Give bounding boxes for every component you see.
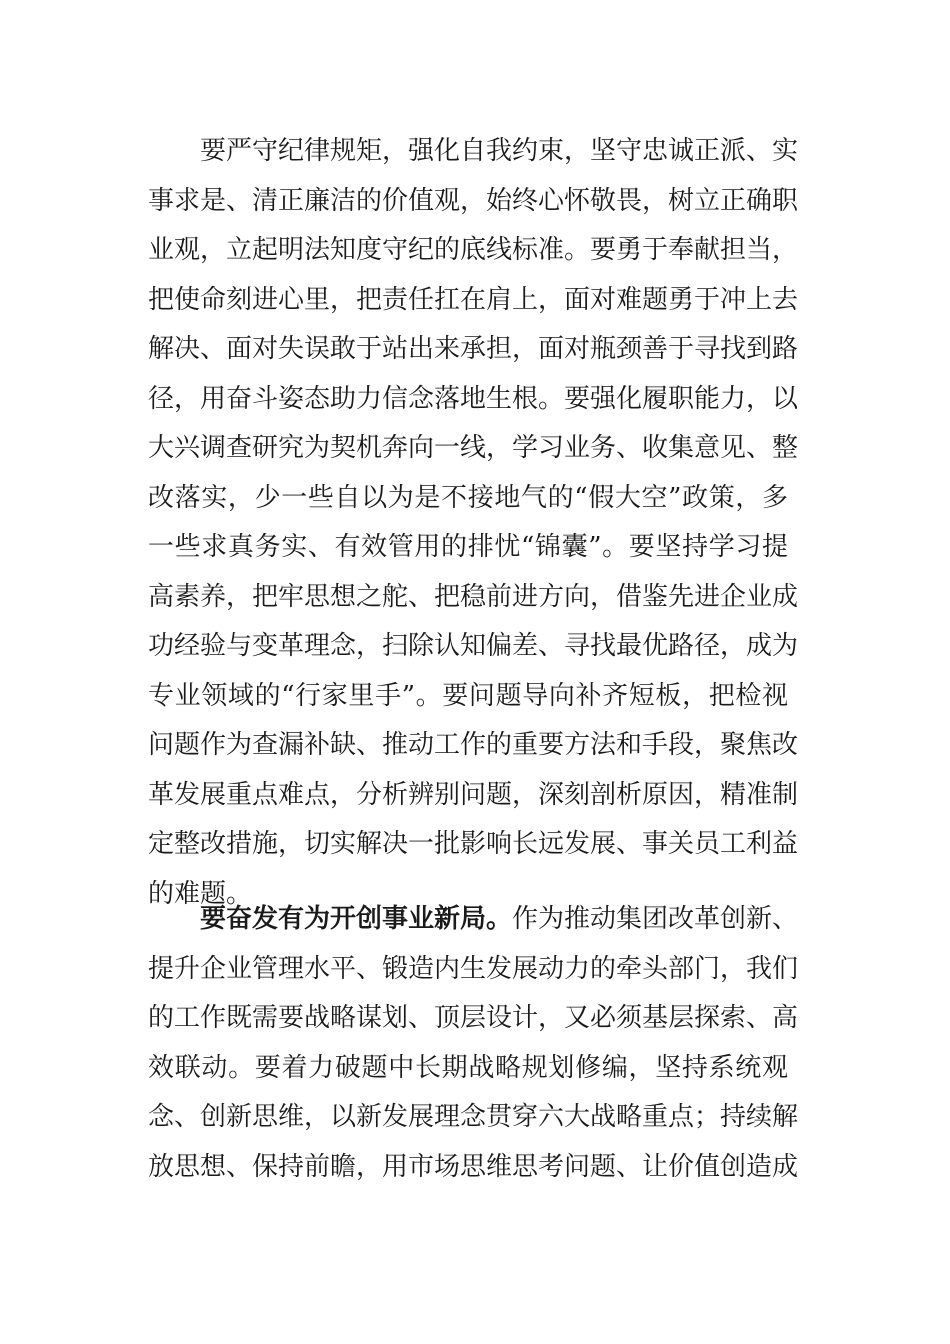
text-line: 功经验与变革理念，扫除认知偏差、寻找最优路径，成为	[148, 631, 799, 661]
text-line: 事求是、清正廉洁的价值观，始终心怀敬畏，树立正确职	[148, 185, 799, 216]
text-line-rest: 作为推动集团改革创新、	[512, 904, 799, 934]
text-line: 的难题。	[148, 878, 253, 909]
text-line	[148, 895, 799, 945]
text-line: 解决、面对失误敢于站出来承担，面对瓶颈善于寻找到路	[148, 334, 799, 364]
text-line: 念、创新思维，以新发展理念贯穿六大战略重点；持续解	[148, 1102, 799, 1132]
text-line: 要严守纪律规矩，强化自我约束，坚守忠诚正派、实	[200, 136, 799, 166]
text-line: 改落实，少一些自以为是不接地气的“假大空”政策，多	[148, 482, 788, 513]
text-line: 提升企业管理水平、锻造内生发展动力的牵头部门，我们	[148, 953, 799, 984]
text-line: 专业领域的“行家里手”。要问题导向补齐短板，把检视	[148, 680, 788, 711]
paragraph-lead-heading: 要奋发有为开创事业新局。	[200, 904, 513, 934]
text-line: 革发展重点难点，分析辨别问题，深刻剖析原因，精准制	[148, 779, 799, 810]
text-line: 问题作为查漏补缺、推动工作的重要方法和手段，聚焦改	[148, 730, 799, 760]
text-line: 的工作既需要战略谋划、顶层设计，又必须基层探索、高	[148, 1003, 799, 1033]
text-line: 大兴调查研究为契机奔向一线，学习业务、收集意见、整	[148, 433, 799, 463]
paragraph-new-prospects	[148, 895, 799, 1192]
text-line: 效联动。要着力破题中长期战略规划修编，坚持系统观	[148, 1052, 788, 1083]
text-line: 一些求真务实、有效管用的排忧“锦囊”。要坚持学习提	[148, 532, 788, 562]
text-line: 业观，立起明法知度守纪的底线标准。要勇于奉献担当，	[148, 235, 799, 265]
text-line: 放思想、保持前瞻，用市场思维思考问题、让价值创造成	[148, 1151, 799, 1182]
text-line: 径，用奋斗姿态助力信念落地生根。要强化履职能力，以	[148, 383, 799, 414]
text-line: 高素养，把牢思想之舵、把稳前进方向，借鉴先进企业成	[148, 581, 799, 612]
text-line: 把使命刻进心里，把责任扛在肩上，面对难题勇于冲上去	[148, 284, 799, 315]
text-line: 定整改措施，切实解决一批影响长远发展、事关员工利益	[148, 829, 799, 859]
